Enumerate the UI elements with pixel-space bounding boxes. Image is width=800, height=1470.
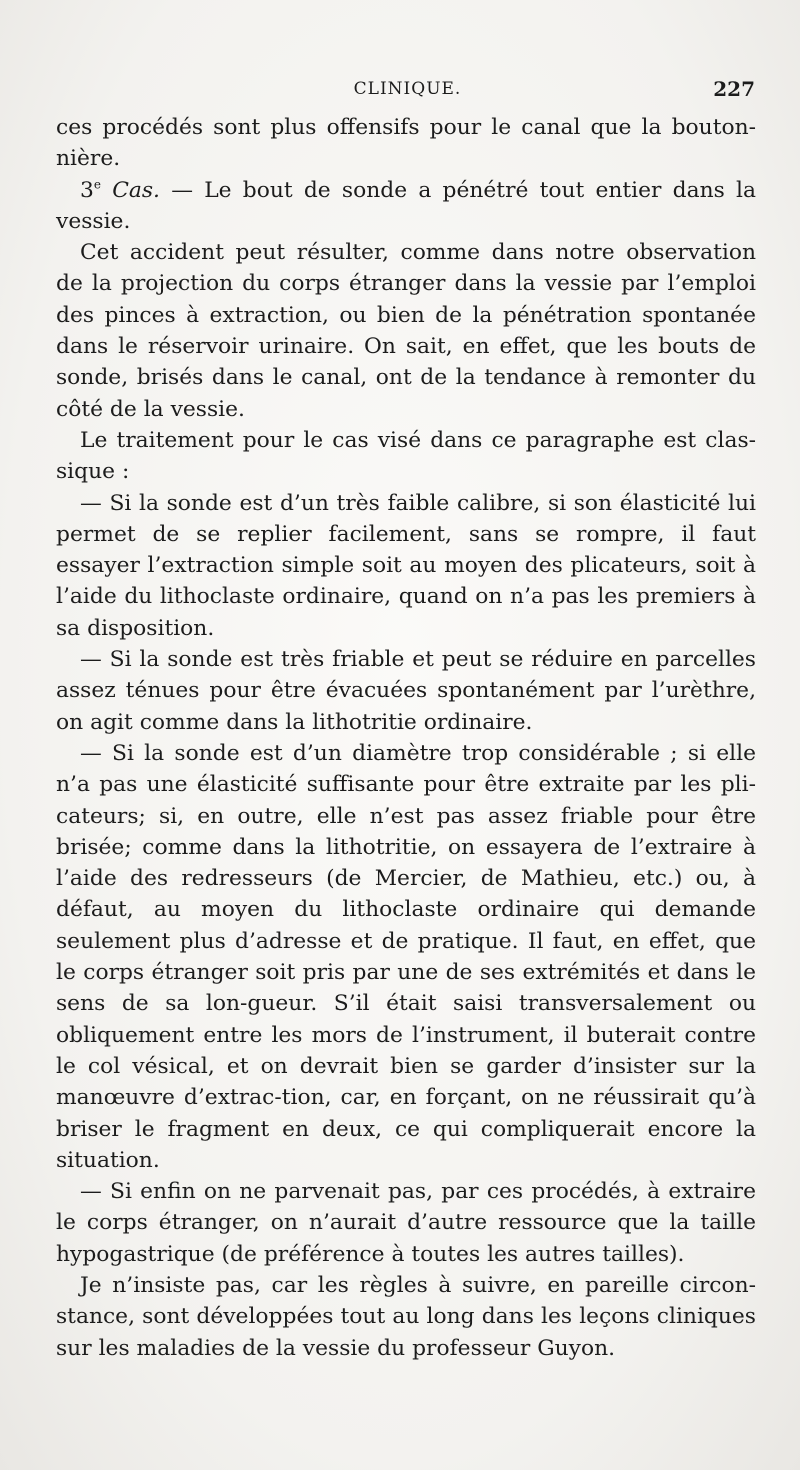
running-title: CLINIQUE. [353, 79, 462, 99]
case-text: — Le bout de sonde a pénétré tout entier dans la vessie. [56, 177, 756, 234]
case-superscript: e [93, 177, 101, 192]
case-number: 3 [80, 177, 94, 203]
paragraph: Le traitement pour le cas visé dans ce paragraphe est clas-sique : [56, 427, 756, 485]
body-text [56, 112, 756, 1364]
paragraph: ces procédés sont plus offensifs pour le canal que la bouton-nière. [56, 115, 756, 172]
case-paragraph [56, 175, 756, 238]
case-word: Cas. [112, 177, 160, 203]
paragraph: — Si la sonde est d’un diamètre trop considérable ; si elle n’a pas une élasticité suffisante pour être extraite par les pli-cateurs; si, en outre, elle n’est pas assez friable pour être brisée; comme dans la lithotritie, on essayera de l’extraire à l’aide des redresseurs (de Mercier, de Mathieu, etc.) ou, à défaut, au moyen du lithoclaste ordinaire qui demande seulement plus d’adresse et de pratique. Il faut, en effet, que le corps étranger soit pris par une de ses extrémités et dans le sens de sa lon-gueur. S’il était saisi transversalement ou obliquement entre les mors de l’instrument, il buterait contre le col vésical, et on devrait bien se garder d’insister sur la manœuvre d’extrac-tion, car, en forçant, on ne réussirait qu’à briser le fragment en deux, ce qui compliquerait encore la situation. [56, 740, 756, 1173]
page-number: 227 [713, 77, 755, 101]
paragraph: — Si la sonde est très friable et peut se réduire en parcelles assez ténues pour être évacuées spontanément par l’urèthre, on agit comme dans la lithotritie ordinaire. [56, 647, 756, 735]
paragraph: Je n’insiste pas, car les règles à suivre, en pareille circon-stance, sont développées tout au long dans les leçons cliniques sur les maladies de la vessie du professeur Guyon. [56, 1272, 756, 1361]
paragraph: — Si enfin on ne parvenait pas, par ces procédés, à extraire le corps étranger, on n’aurait d’autre ressource que la taille hypogastrique (de préférence à toutes les autres tailles). [56, 1179, 756, 1267]
paragraph: Cet accident peut résulter, comme dans notre observation de la projection du corps étranger dans la vessie par l’emploi des pinces à extraction, ou bien de la pénétration spontanée dans le réservoir urinaire. On sait, en effet, que les bouts de sonde, brisés dans le canal, ont de la tendance à remonter du côté de la vessie. [56, 240, 756, 422]
paragraph: — Si la sonde est d’un très faible calibre, si son élasticité lui permet de se replier facilement, sans se rompre, il faut essayer l’extraction simple soit au moyen des plicateurs, soit à l’aide du lithoclaste ordinaire, quand on n’a pas les premiers à sa disposition. [56, 490, 756, 641]
page-header [60, 75, 755, 105]
